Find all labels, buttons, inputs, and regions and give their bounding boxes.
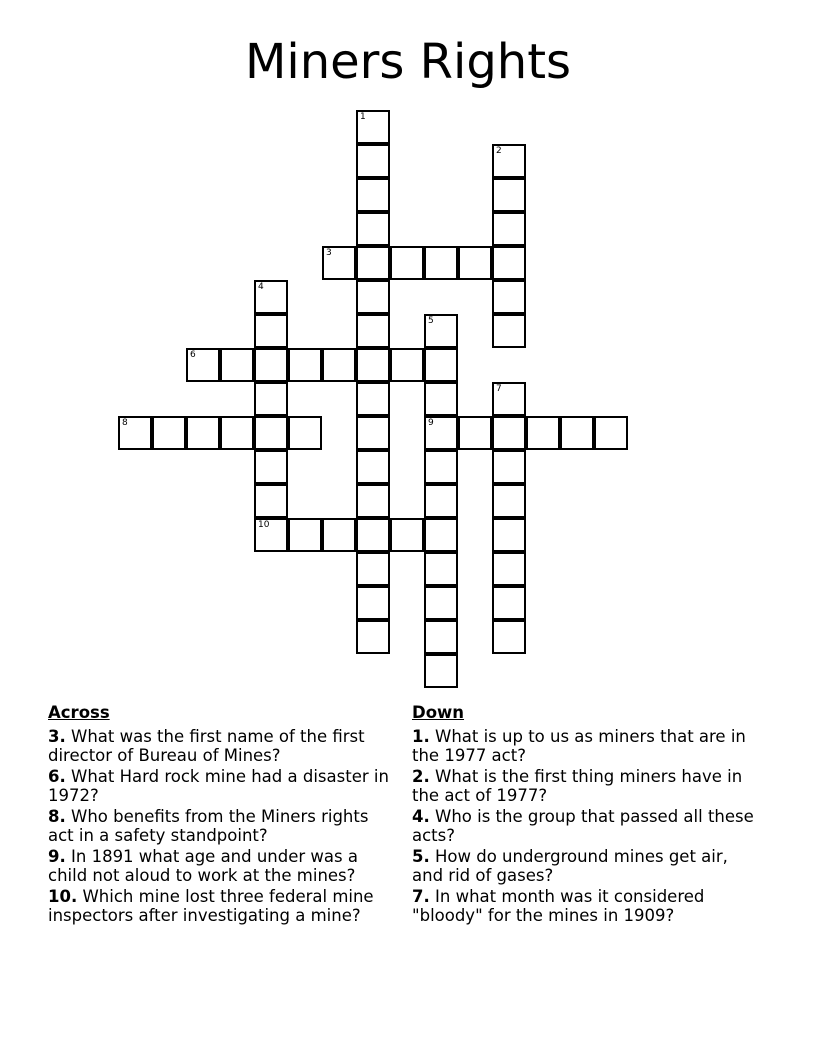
grid-cell[interactable] bbox=[424, 348, 458, 382]
grid-cell[interactable] bbox=[492, 280, 526, 314]
grid-cell[interactable] bbox=[424, 620, 458, 654]
grid-cell[interactable] bbox=[424, 416, 458, 450]
grid-cell[interactable] bbox=[356, 246, 390, 280]
clue-number: 9. bbox=[48, 846, 66, 866]
grid-cell[interactable] bbox=[424, 654, 458, 688]
clue-across-8 bbox=[48, 807, 393, 846]
clue-text: Who benefits from the Miners rights act in a safety standpoint? bbox=[48, 806, 369, 845]
cell-number: 3 bbox=[326, 248, 332, 258]
clue-text: What is the first thing miners have in the act of 1977? bbox=[412, 766, 743, 805]
clue-text: In 1891 what age and under was a child not aloud to work at the mines? bbox=[48, 846, 358, 885]
clue-text: In what month was it considered "bloody" for the mines in 1909? bbox=[412, 886, 705, 925]
grid-cell[interactable] bbox=[152, 416, 186, 450]
grid-cell[interactable] bbox=[356, 110, 390, 144]
grid-cell[interactable] bbox=[492, 144, 526, 178]
grid-cell[interactable] bbox=[288, 518, 322, 552]
grid-cell[interactable] bbox=[356, 620, 390, 654]
clue-text: Which mine lost three federal mine inspectors after investigating a mine? bbox=[48, 886, 374, 925]
grid-cell[interactable] bbox=[594, 416, 628, 450]
grid-cell[interactable] bbox=[492, 518, 526, 552]
grid-cell[interactable] bbox=[254, 518, 288, 552]
grid-cell[interactable] bbox=[424, 518, 458, 552]
cell-number: 7 bbox=[496, 384, 502, 394]
clue-text: What Hard rock mine had a disaster in 1972? bbox=[48, 766, 389, 805]
cell-number: 6 bbox=[190, 350, 196, 360]
cell-number: 9 bbox=[428, 418, 434, 428]
grid-cell[interactable] bbox=[254, 416, 288, 450]
grid-cell[interactable] bbox=[424, 586, 458, 620]
clue-across-6 bbox=[48, 767, 393, 806]
grid-cell[interactable] bbox=[492, 416, 526, 450]
clue-text: What is up to us as miners that are in the 1977 act? bbox=[412, 726, 746, 765]
cell-number: 2 bbox=[496, 146, 502, 156]
page-title: Miners Rights bbox=[244, 34, 572, 90]
cell-number: 4 bbox=[258, 282, 264, 292]
grid-cell[interactable] bbox=[424, 484, 458, 518]
clue-text: How do underground mines get air, and rid of gases? bbox=[412, 846, 728, 885]
grid-cell[interactable] bbox=[356, 280, 390, 314]
clue-down-4 bbox=[412, 807, 757, 846]
clue-number: 4. bbox=[412, 806, 430, 826]
grid-cell[interactable] bbox=[322, 246, 356, 280]
grid-cell[interactable] bbox=[390, 348, 424, 382]
grid-cell[interactable] bbox=[254, 450, 288, 484]
clue-number: 3. bbox=[48, 726, 66, 746]
grid-cell[interactable] bbox=[424, 246, 458, 280]
grid-cell[interactable] bbox=[424, 382, 458, 416]
grid-cell[interactable] bbox=[220, 348, 254, 382]
grid-cell[interactable] bbox=[254, 382, 288, 416]
clue-down-1 bbox=[412, 727, 757, 766]
across-heading: Across bbox=[48, 703, 110, 722]
grid-cell[interactable] bbox=[186, 348, 220, 382]
clue-number: 5. bbox=[412, 846, 430, 866]
grid-cell[interactable] bbox=[424, 552, 458, 586]
across-clues bbox=[48, 703, 393, 927]
grid-cell[interactable] bbox=[322, 348, 356, 382]
grid-cell[interactable] bbox=[254, 484, 288, 518]
grid-cell[interactable] bbox=[356, 450, 390, 484]
grid-cell[interactable] bbox=[356, 518, 390, 552]
clue-number: 6. bbox=[48, 766, 66, 786]
clue-down-7 bbox=[412, 887, 757, 926]
grid-cell[interactable] bbox=[492, 620, 526, 654]
grid-cell[interactable] bbox=[356, 212, 390, 246]
grid-cell[interactable] bbox=[492, 246, 526, 280]
grid-cell[interactable] bbox=[254, 280, 288, 314]
grid-cell[interactable] bbox=[492, 178, 526, 212]
grid-cell[interactable] bbox=[356, 178, 390, 212]
grid-cell[interactable] bbox=[526, 416, 560, 450]
grid-cell[interactable] bbox=[390, 246, 424, 280]
clue-down-2 bbox=[412, 767, 757, 806]
grid-cell[interactable] bbox=[288, 416, 322, 450]
clue-text: Who is the group that passed all these acts? bbox=[412, 806, 754, 845]
clue-across-3 bbox=[48, 727, 393, 766]
clue-across-10 bbox=[48, 887, 393, 926]
grid-cell[interactable] bbox=[220, 416, 254, 450]
cell-number: 1 bbox=[360, 112, 366, 122]
grid-cell[interactable] bbox=[356, 314, 390, 348]
grid-cell[interactable] bbox=[118, 416, 152, 450]
grid-cell[interactable] bbox=[492, 382, 526, 416]
grid-cell[interactable] bbox=[458, 246, 492, 280]
grid-cell[interactable] bbox=[492, 586, 526, 620]
grid-cell[interactable] bbox=[322, 518, 356, 552]
clue-number: 1. bbox=[412, 726, 430, 746]
grid-cell[interactable] bbox=[356, 416, 390, 450]
grid-cell[interactable] bbox=[356, 484, 390, 518]
down-heading: Down bbox=[412, 703, 465, 722]
grid-cell[interactable] bbox=[492, 484, 526, 518]
cell-number: 8 bbox=[122, 418, 128, 428]
grid-cell[interactable] bbox=[254, 348, 288, 382]
cell-number: 5 bbox=[428, 316, 434, 326]
grid-cell[interactable] bbox=[560, 416, 594, 450]
grid-cell[interactable] bbox=[356, 382, 390, 416]
clue-number: 8. bbox=[48, 806, 66, 826]
grid-cell[interactable] bbox=[492, 314, 526, 348]
grid-cell[interactable] bbox=[492, 450, 526, 484]
grid-cell[interactable] bbox=[458, 416, 492, 450]
grid-cell[interactable] bbox=[424, 450, 458, 484]
grid-cell[interactable] bbox=[390, 518, 424, 552]
grid-cell[interactable] bbox=[492, 552, 526, 586]
cell-number: 10 bbox=[258, 520, 270, 530]
grid-cell[interactable] bbox=[356, 586, 390, 620]
clue-number: 2. bbox=[412, 766, 430, 786]
grid-cell[interactable] bbox=[288, 348, 322, 382]
grid-cell[interactable] bbox=[254, 314, 288, 348]
grid-cell[interactable] bbox=[356, 144, 390, 178]
clue-number: 7. bbox=[412, 886, 430, 906]
clue-text: What was the first name of the first director of Bureau of Mines? bbox=[48, 726, 365, 765]
clue-down-5 bbox=[412, 847, 757, 886]
grid-cell[interactable] bbox=[186, 416, 220, 450]
grid-cell[interactable] bbox=[492, 212, 526, 246]
grid-cell[interactable] bbox=[356, 552, 390, 586]
down-clues bbox=[412, 703, 757, 927]
grid-cell[interactable] bbox=[356, 348, 390, 382]
clue-across-9 bbox=[48, 847, 393, 886]
grid-cell[interactable] bbox=[424, 314, 458, 348]
clue-number: 10. bbox=[48, 886, 78, 906]
